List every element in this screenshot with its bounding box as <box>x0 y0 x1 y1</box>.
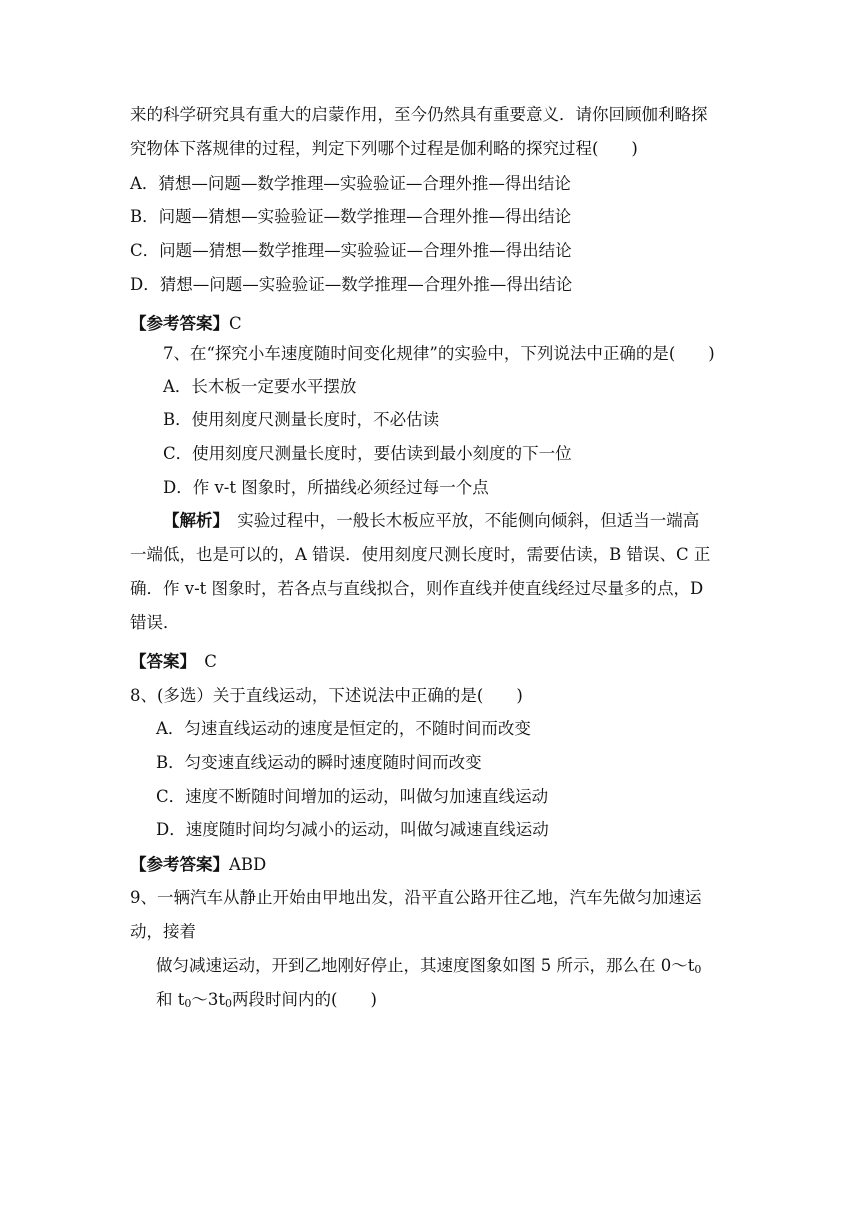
q7-option-d: D．作 v-t 图象时，所描线必须经过每一个点 <box>163 478 489 497</box>
q8-answer <box>130 854 266 876</box>
q8-stem: 8、(多选）关于直线运动，下述说法中正确的是( ) <box>130 686 523 705</box>
q6-option-c: C．问题—猜想—数学推理—实验验证—合理外推—得出结论 <box>130 241 572 260</box>
q8-answer-label: 【参考答案】 <box>130 855 229 874</box>
q7-answer-label: 【答案】 <box>130 652 188 671</box>
t0-subscript: 0 <box>694 963 702 976</box>
q7-stem: 7、在“探究小车速度随时间变化规律”的实验中，下列说法中正确的是( ) <box>163 344 715 363</box>
q7-analysis-line-3: 确．作 v-t 图象时，若各点与直线拟合，则作直线并使直线经过尽量多的点，D <box>130 579 704 598</box>
q8-option-c: C．速度不断随时间增加的运动，叫做匀加速直线运动 <box>156 787 549 806</box>
q7-analysis-line-4: 错误． <box>130 613 180 632</box>
q7-option-a: A．长木板一定要水平摆放 <box>163 377 357 396</box>
q9-line4-text-b: ～3t <box>191 990 226 1009</box>
q7-analysis-line-2: 一端低，也是可以的，A 错误．使用刻度尺测长度时，需要估读，B 错误、C 正 <box>130 545 711 564</box>
q9-line4-text-c: 两段时间内的( ) <box>232 990 377 1009</box>
q6-stem-line-2: 究物体下落规律的过程，判定下列哪个过程是伽利略的探究过程( ) <box>130 139 638 158</box>
q7-answer-value: C <box>187 652 217 671</box>
q8-option-a: A．匀速直线运动的速度是恒定的，不随时间而改变 <box>156 719 531 738</box>
q7-analysis-line-1 <box>163 510 699 532</box>
q9-line3-text: 做匀减速运动，开到乙地刚好停止，其速度图象如图 5 所示，那么在 0～t <box>156 956 695 975</box>
q6-stem-line-1: 来的科学研究具有重大的启蒙作用，至今仍然具有重要意义．请你回顾伽利略探 <box>130 105 708 124</box>
q9-stem-line-4 <box>156 989 377 1015</box>
q6-option-b: B．问题—猜想—实验验证—数学推理—合理外推—得出结论 <box>130 207 572 226</box>
q9-stem-line-1: 9、一辆汽车从静止开始由甲地出发，沿平直公路开往乙地，汽车先做匀加速运 <box>130 888 702 907</box>
q9-line4-text-a: 和 t <box>156 990 185 1009</box>
q8-option-b: B．匀变速直线运动的瞬时速度随时间而改变 <box>156 753 482 772</box>
q7-option-b: B．使用刻度尺测量长度时，不必估读 <box>163 410 440 429</box>
q6-answer-label: 【参考答案】 <box>130 314 229 333</box>
q6-answer-value: C <box>229 314 242 333</box>
q7-option-c: C．使用刻度尺测量长度时，要估读到最小刻度的下一位 <box>163 444 572 463</box>
q6-answer <box>130 313 242 335</box>
q6-option-a: A．猜想—问题—数学推理—实验验证—合理外推—得出结论 <box>130 174 571 193</box>
t0-subscript: 0 <box>184 997 192 1010</box>
q9-stem-line-3 <box>156 955 701 981</box>
q6-option-d: D．猜想—问题—实验验证—数学推理—合理外推—得出结论 <box>130 275 573 294</box>
q8-option-d: D．速度随时间均匀减小的运动，叫做匀减速直线运动 <box>156 820 549 839</box>
q9-stem-line-2: 动，接着 <box>130 922 196 941</box>
q7-analysis-label: 【解析】 <box>163 511 221 530</box>
q7-analysis-text-1: 实验过程中，一般长木板应平放，不能侧向倾斜，但适当一端高 <box>220 511 700 530</box>
q8-answer-value: ABD <box>229 855 267 874</box>
q7-answer <box>130 651 217 673</box>
t0-subscript: 0 <box>225 997 233 1010</box>
